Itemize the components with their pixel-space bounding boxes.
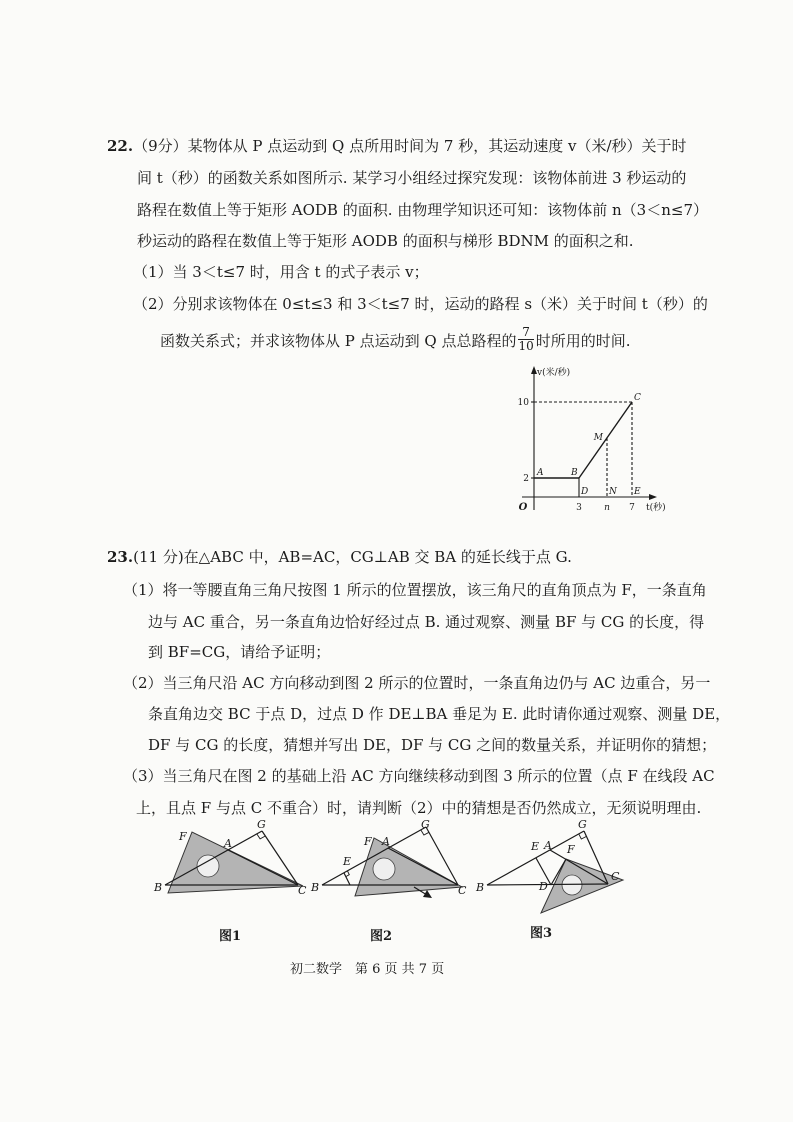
fig1-caption: 图1 [218,929,242,944]
graph-x-arrowhead [649,494,657,500]
fig3-label-A: A [544,839,552,852]
figure-2 [310,818,467,944]
q22-line-4: 秒运动的路程在数值上等于矩形 AODB 的面积与梯形 BDNM 的面积之和. [137,232,634,250]
figure-1 [153,818,307,944]
graph-x-tick-label-7: 7 [629,503,635,513]
graph-point-B: B [571,468,578,478]
fig2-label-F: F [364,835,372,848]
q23-part-2-line-3: DF 与 CG 的长度，猜想并写出 DE，DF 与 CG 之间的数量关系，并证明你的猜想； [148,736,717,754]
fig3-label-G: G [578,818,587,831]
q23-number: 23. [107,548,134,566]
graph-y-tick-label-2: 2 [523,474,529,484]
fig3-label-B: B [476,881,485,894]
fig1-label-G: G [257,818,266,831]
q23-part-2: （2）当三角尺沿 AC 方向移动到图 2 所示的位置时，一条直角边仍与 AC 边重合，另一 [123,674,711,692]
q23-line-1 [107,547,572,567]
fig2-set-square-hole [373,858,395,880]
fig1-label-C: C [298,884,307,897]
graph-point-E: E [634,487,641,497]
graph-point-D: D [581,487,589,497]
fig3-label-C: C [611,870,620,883]
q23-part-2-line-2: 条直角边交 BC 于点 D，过点 D 作 DE⊥BA 垂足为 E. 此时请你通过观察、测量 DE， [148,705,731,723]
q22-line-1-text: （9分）某物体从 P 点运动到 Q 点所用时间为 7 秒，其运动速度 v（米/秒）关于时 [133,137,687,155]
q23-part-1-line-2: 边与 AC 重合，另一条直角边恰好经过点 B. 通过观察、测量 BF 与 CG 的长度，得 [148,613,705,631]
geometry-figures [140,810,640,950]
fig2-label-B: B [311,881,320,894]
graph-y-tick-label-10: 10 [517,398,529,408]
q22-line-3: 路程在数值上等于矩形 AODB 的面积. 由物理学知识还可知：该物体前 n（3＜n≤7） [137,201,708,219]
q23-part-3: （3）当三角尺在图 2 的基础上沿 AC 方向继续移动到图 3 所示的位置（点 F 在线段 AC [123,767,715,785]
graph-x-tick-label-n: n [604,503,610,513]
q22-part-2: （2）分别求该物体在 0≤t≤3 和 3＜t≤7 时，运动的路程 s（米）关于时间 t（秒）的 [133,295,708,313]
velocity-time-graph [510,362,685,522]
fraction-numerator: 7 [518,326,533,340]
graph-point-N: N [609,487,617,497]
graph-y-axis-label: v(米/秒) [537,368,571,378]
q23-part-1: （1）将一等腰直角三角尺按图 1 所示的位置摆放，该三角尺的直角顶点为 F，一条直角 [123,581,707,599]
fig2-label-G: G [421,818,430,831]
graph-x-tick-label-3: 3 [576,503,582,513]
fig2-label-C: C [458,884,467,897]
fig2-label-A: A [382,835,390,848]
fig3-set-square-hole [562,875,582,895]
q22-line-2: 间 t（秒）的函数关系如图所示. 某学习小组经过探究发现：该物体前进 3 秒运动的 [137,169,687,187]
graph-segment-BC [579,402,632,478]
fig2-label-E: E [343,855,352,868]
q22-part-2-continued [160,324,631,353]
graph-x-axis-label: t(秒) [646,503,666,513]
graph-point-A: A [537,468,544,478]
q22-number: 22. [107,137,134,155]
fig2-caption: 图2 [369,929,393,944]
fig3-label-E: E [531,840,540,853]
fig1-label-B: B [154,881,163,894]
q23-part-3-line-2: 上，且点 F 与点 C 不重合）时，请判断（2）中的猜想是否仍然成立，无须说明理由. [136,799,702,817]
q22-line-7-tail: 时所用的时间. [535,332,631,350]
fig3-label-F: F [567,843,575,856]
fig3-caption: 图3 [529,926,553,941]
graph-point-C: C [634,393,641,403]
fraction-seven-tenths [518,326,533,353]
graph-origin-label: O [518,502,528,513]
fraction-denominator: 10 [518,338,534,353]
q23-line-1-text: (11 分)在△ABC 中，AB=AC，CG⊥AB 交 BA 的延长线于点 G. [133,548,572,566]
fig1-label-A: A [224,837,232,850]
q22-line-7-text: 函数关系式；并求该物体从 P 点运动到 Q 点总路程的 [160,332,517,350]
q23-part-1-line-3: 到 BF=CG，请给予证明； [148,643,331,661]
figure-3 [475,818,623,941]
graph-point-M: M [593,433,603,443]
page-footer: 初二数学 第 6 页 共 7 页 [290,962,445,977]
fig3-label-D: D [539,880,548,893]
q22-part-1: （1）当 3＜t≤7 时，用含 t 的式子表示 v； [133,263,429,281]
q22-line-1 [107,136,687,156]
fig1-label-F: F [179,830,187,843]
